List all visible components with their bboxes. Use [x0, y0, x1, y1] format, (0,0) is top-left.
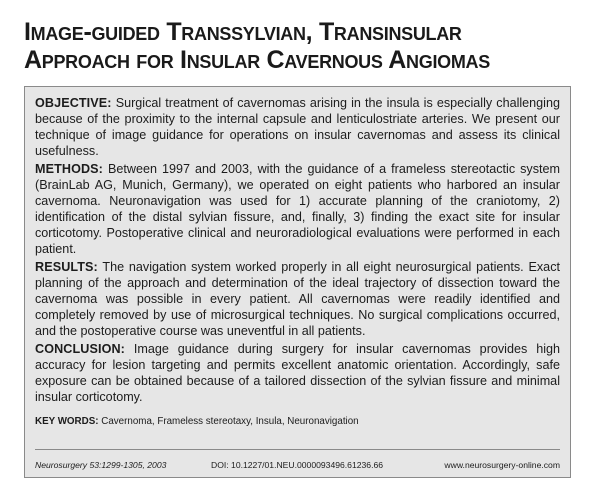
abstract-results — [35, 259, 560, 339]
results-label: RESULTS: — [35, 260, 98, 274]
objective-text: Surgical treatment of cavernomas arising in the insula is especially challenging because of the proximity to the internal capsule and lenticulostriate arteries. We present our technique of image guidance for operations on insular cavernomas and assess its clinical usefulness. — [35, 96, 560, 158]
journal-website: www.neurosurgery-online.com — [444, 460, 560, 470]
key-words — [35, 415, 560, 428]
key-words-text: Cavernoma, Frameless stereotaxy, Insula, Neuronavigation — [101, 416, 359, 427]
citation-footer — [35, 459, 560, 471]
conclusion-label: CONCLUSION: — [35, 342, 125, 356]
abstract-methods — [35, 161, 560, 257]
footer-divider — [35, 449, 560, 450]
key-words-label: KEY WORDS: — [35, 416, 99, 427]
article-title — [24, 18, 584, 74]
abstract-conclusion — [35, 341, 560, 405]
methods-label: METHODS: — [35, 162, 103, 176]
abstract-objective — [35, 95, 560, 159]
article-title-line-1: Image-guided Transsylvian, Transinsular — [24, 18, 462, 46]
doi-text: DOI: 10.1227/01.NEU.0000093496.61236.66 — [211, 460, 384, 470]
conclusion-text: Image guidance during surgery for insular cavernomas provides high accuracy for lesion targeting and permits excellent anatomic orientation. Accordingly, safe exposure can be obtained because of a tailored dissection of the sylvian fissure and minimal insular corticotomy. — [35, 342, 560, 404]
journal-citation: Neurosurgery 53:1299-1305, 2003 — [35, 460, 167, 470]
article-title-line-2: Approach for Insular Cavernous Angiomas — [24, 46, 490, 74]
methods-text: Between 1997 and 2003, with the guidance of a frameless stereotactic system (BrainLab AG, Munich, Germany), we operated on eight patients who harbored an insular cavernoma. Neuronavigation was used for 1) accurate planning of the craniotomy, 2) identification of the distal sylvian fissure, and, finally, 3) finding the exact site for insular corticotomy. Postoperative clinical and neuroradiological evaluations were performed in each patient. — [35, 162, 561, 256]
objective-label: OBJECTIVE: — [35, 96, 112, 110]
results-text: The navigation system worked properly in all eight neurosurgical patients. Exact planning of the approach and determination of the ideal trajectory of dissection toward the cavernoma was possible in every patient. All cavernomas were readily identified and completely removed by use of microsurgical techniques. No surgical complications occurred, and the postoperative course was uneventful in all patients. — [35, 260, 560, 338]
abstract-box — [24, 86, 571, 478]
